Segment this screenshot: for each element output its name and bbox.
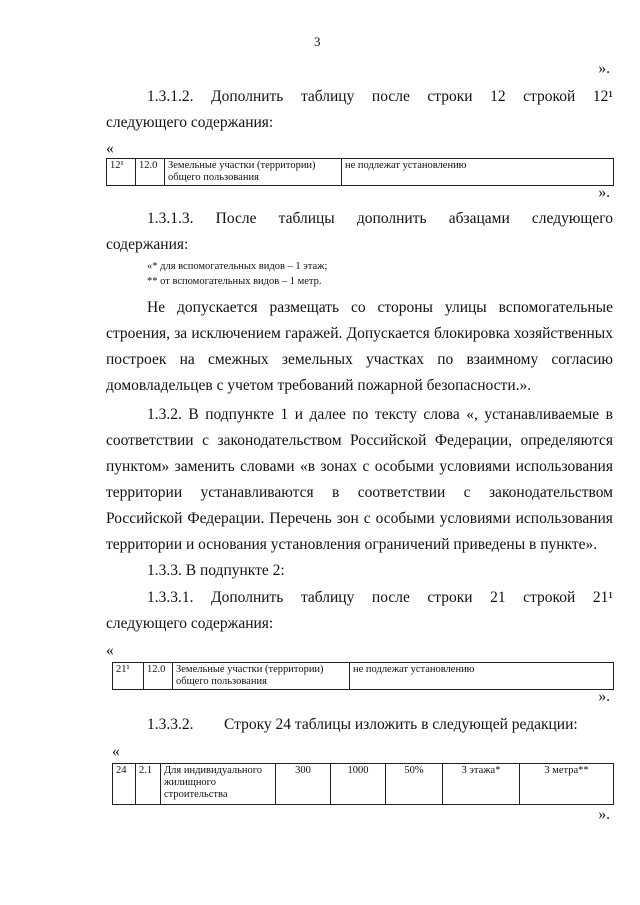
paragraph-1-3-1-3: [147, 210, 613, 228]
word: Федерации.: [187, 510, 265, 527]
word: взаимному: [466, 351, 539, 368]
cell-line: Земельные участки (территории): [168, 160, 316, 171]
footnote-2: ** от вспомогательных видов – 1 метр.: [147, 276, 322, 287]
word: строения,: [106, 325, 171, 342]
cell-line: строительства: [164, 789, 228, 800]
word: устанавливаемые: [484, 406, 600, 423]
cell-code: 12.0: [136, 159, 165, 186]
word: по: [437, 351, 454, 368]
paragraph-line: содержания:: [106, 236, 189, 253]
cell-min-area: 300: [276, 764, 331, 805]
paragraph-1-3-3-2-number: 1.3.3.2.: [147, 716, 194, 733]
word: особыми: [375, 510, 435, 527]
word: таблицу: [300, 88, 355, 105]
word: с: [363, 510, 371, 527]
word: Российской: [350, 432, 427, 449]
word: пунктом»: [106, 458, 170, 475]
paragraph-line: домовладельцев с учетом требований пожарной безопасности.».: [106, 377, 532, 394]
paragraph-1-3-1-2: [147, 88, 613, 106]
word: следующего: [531, 210, 613, 227]
cell-description: [161, 764, 276, 805]
word: словами: [240, 458, 295, 475]
word: после: [371, 88, 410, 105]
word: 21: [490, 589, 506, 606]
word: улицы: [444, 299, 487, 316]
paragraph-1-3-3-2-text: Строку 24 таблицы изложить в следующей редакции:: [224, 716, 578, 733]
paragraph-line: [106, 510, 613, 528]
word: определяются: [520, 432, 613, 449]
paragraph-line: следующего содержания:: [106, 114, 274, 131]
word: законодательством: [217, 432, 342, 449]
cell-coverage: 50%: [386, 764, 443, 805]
word: земельных: [281, 351, 353, 368]
word: строкой: [523, 88, 576, 105]
word: подпункте: [205, 406, 274, 423]
word: строкой: [523, 589, 576, 606]
paragraph-line: [147, 299, 613, 317]
word: с: [362, 458, 370, 475]
cell-setback: 3 метра**: [520, 764, 614, 805]
paragraph-line: [106, 484, 613, 502]
cell-floors: 3 этажа*: [443, 764, 520, 805]
word: После: [215, 210, 257, 227]
word: устанавливаются: [200, 484, 314, 501]
word: после: [371, 589, 410, 606]
paragraph-1-3-3-1: [147, 589, 613, 607]
word: в: [605, 406, 613, 423]
opening-quote: «: [106, 642, 114, 659]
page-number: 3: [314, 34, 321, 49]
word: особыми: [374, 458, 434, 475]
word: зонах: [320, 458, 358, 475]
word: условиями: [439, 510, 511, 527]
word: с: [463, 484, 471, 501]
word: таблицу: [300, 589, 355, 606]
cell-description: [173, 663, 350, 690]
cell-max-area: 1000: [331, 764, 386, 805]
closing-quote: ».: [598, 688, 610, 705]
word: «,: [466, 406, 478, 423]
paragraph-line: [106, 432, 613, 450]
word: Федерации,: [434, 432, 512, 449]
word: согласию: [551, 351, 613, 368]
table-row-24: [112, 763, 614, 805]
word: построек: [106, 351, 167, 368]
word: блокировка: [433, 325, 510, 342]
word: территории: [106, 484, 183, 501]
word: соответствии: [106, 432, 194, 449]
word: тексту: [374, 406, 417, 423]
cell-number: 24: [113, 764, 136, 805]
paragraph-line: [106, 458, 613, 476]
word: дополнить: [356, 210, 427, 227]
footnote-1: «* для вспомогательных видов – 1 этаж;: [147, 261, 328, 272]
table-row-21-1: [112, 662, 614, 690]
word: с: [202, 432, 209, 449]
word: использования: [515, 458, 613, 475]
word: В: [188, 406, 199, 423]
cell-line: Земельные участки (территории): [176, 664, 324, 675]
word: на: [179, 351, 195, 368]
word: использования: [515, 510, 613, 527]
word: гаражей.: [284, 325, 343, 342]
word: далее: [309, 406, 346, 423]
word: размещать: [269, 299, 340, 316]
word: зон: [336, 510, 359, 527]
paragraph-1-3-2: [147, 406, 613, 424]
word: таблицы: [278, 210, 335, 227]
word: Дополнить: [211, 589, 284, 606]
closing-quote: ».: [598, 806, 610, 823]
word: исключением: [191, 325, 281, 342]
paragraph-line: территории и основания установления ограничений приведены в пункте».: [106, 536, 598, 553]
table-row-12-1: [106, 158, 614, 186]
paragraph-line: [106, 351, 613, 369]
cell-number: 21¹: [113, 663, 144, 690]
word: и: [294, 406, 304, 423]
word: смежных: [207, 351, 269, 368]
word: 1.3.1.2.: [147, 88, 194, 105]
word: заменить: [174, 458, 235, 475]
cell-code: 12.0: [144, 663, 173, 690]
cell-line: общего пользования: [168, 172, 259, 183]
word: со: [350, 299, 366, 316]
word: Перечень: [269, 510, 332, 527]
word: 1.3.1.3.: [147, 210, 194, 227]
word: Дополнить: [211, 88, 284, 105]
paragraph-line: следующего содержания:: [106, 615, 274, 632]
word: хозяйственных: [513, 325, 613, 342]
word: Допускается: [346, 325, 430, 342]
opening-quote: «: [112, 743, 120, 760]
word: строки: [427, 589, 473, 606]
cell-line: Для индивидуального: [164, 765, 263, 776]
cell-value: не подлежат установлению: [342, 159, 614, 186]
cell-description: [165, 159, 342, 186]
word: вспомогательные: [498, 299, 613, 316]
cell-line: общего пользования: [176, 676, 267, 687]
word: 21¹: [592, 589, 613, 606]
word: законодательством: [488, 484, 613, 501]
word: 1: [280, 406, 289, 423]
word: условиями: [439, 458, 511, 475]
word: Не: [147, 299, 166, 316]
word: допускается: [177, 299, 258, 316]
word: соответствии: [357, 484, 446, 501]
word: слова: [423, 406, 460, 423]
paragraph-1-3-3: 1.3.3. В подпункте 2:: [147, 562, 285, 579]
word: за: [174, 325, 188, 342]
word: 12: [490, 88, 506, 105]
word: 1.3.2.: [147, 406, 182, 423]
word: стороны: [377, 299, 433, 316]
word: в: [332, 484, 340, 501]
cell-line: жилищного: [164, 777, 216, 788]
cell-number: 12¹: [107, 159, 136, 186]
word: 12¹: [592, 88, 613, 105]
word: абзацами: [448, 210, 510, 227]
word: строки: [427, 88, 473, 105]
cell-code: 2.1: [136, 764, 161, 805]
closing-quote: ».: [598, 60, 610, 77]
word: «в: [299, 458, 316, 475]
word: по: [352, 406, 369, 423]
cell-value: не подлежат установлению: [350, 663, 614, 690]
opening-quote: «: [106, 140, 114, 157]
word: Российской: [106, 510, 183, 527]
closing-quote: ».: [598, 184, 610, 201]
word: 1.3.3.1.: [147, 589, 194, 606]
paragraph-line: [106, 325, 613, 343]
word: участках: [366, 351, 425, 368]
